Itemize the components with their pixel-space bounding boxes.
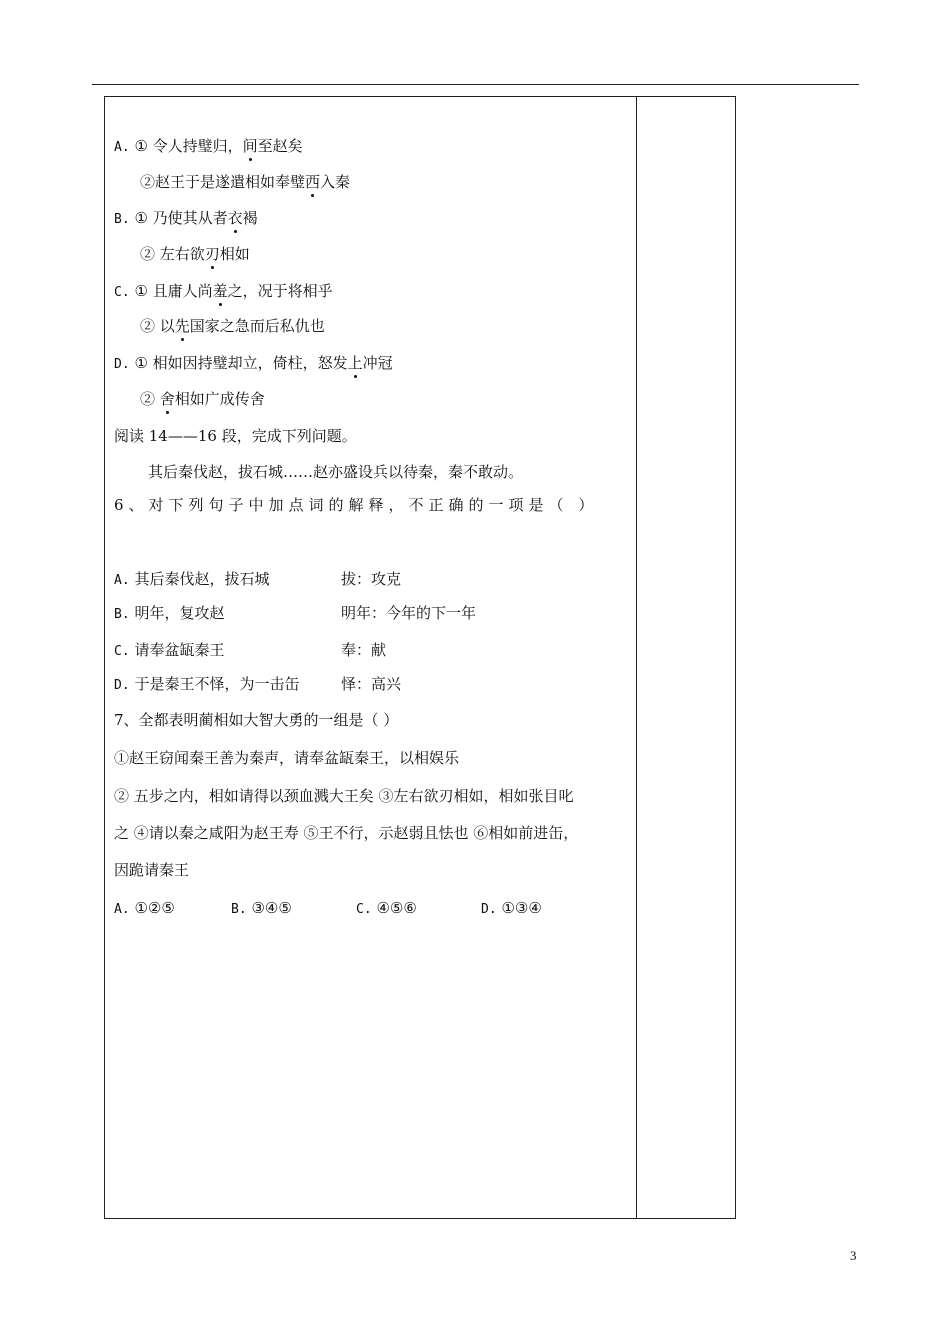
header-rule <box>92 84 859 85</box>
q5-option-a-1: A. ① 令人持璧归，间至赵矣 <box>114 137 303 155</box>
q7-option-b: B. ③④⑤ <box>231 899 292 917</box>
q5-option-d-2: ② 舍相如广成传舍 <box>140 390 265 408</box>
q7-stem: 7、全都表明蔺相如大智大勇的一组是（ ） <box>114 711 399 729</box>
emphasis-dot-char: 羞 <box>212 282 228 300</box>
q7-option-c: C. ④⑤⑥ <box>356 899 417 917</box>
q6-stem: 6、对下列句子中加点词的解释，不正确的一项是（ ） <box>114 496 599 514</box>
q6-option-c: C. 请奉盆缻秦王 <box>114 641 225 659</box>
q5-option-b-1: B. ① 乃使其从者衣褐 <box>114 209 258 227</box>
q5-option-d-1: D. ① 相如因持璧却立，倚柱，怒发上冲冠 <box>114 354 393 372</box>
q7-statement-line-2: ② 五步之内，相如请得以颈血溅大王矣 ③左右欲刃相如，相如张目叱 <box>114 787 574 805</box>
emphasis-dot-char: 舍 <box>159 390 175 408</box>
q7-option-d: D. ①③④ <box>481 899 542 917</box>
q6-option-a: A. 其后秦伐赵，拔石城 <box>114 570 270 588</box>
emphasis-dot-char: 先 <box>174 317 190 335</box>
q7-option-a: A. ①②⑤ <box>114 899 175 917</box>
q5-option-b-2: ② 左右欲刃相如 <box>140 245 250 263</box>
q6-option-d: D. 于是秦王不怿，为一击缶 <box>114 675 300 693</box>
q6-option-d-gloss: 怿：高兴 <box>341 675 402 693</box>
q7-statement-line-4: 因跪请秦王 <box>114 861 190 879</box>
table-column-divider <box>636 96 637 1219</box>
emphasis-dot-char: 西 <box>305 173 321 191</box>
reading-intro: 阅读 14——16 段，完成下列问题。 <box>114 427 357 445</box>
q6-option-b: B. 明年，复攻赵 <box>114 604 225 622</box>
emphasis-dot-char: 刃 <box>204 245 220 263</box>
q7-statement-line-3: 之 ④请以秦之咸阳为赵王寿 ⑤王不行，示赵弱且怯也 ⑥相如前进缶， <box>114 824 579 842</box>
q6-option-c-gloss: 奉：献 <box>341 641 387 659</box>
q6-option-b-gloss: 明年：今年的下一年 <box>341 604 477 622</box>
emphasis-dot-char: 上 <box>347 354 363 372</box>
page-number: 3 <box>850 1248 857 1263</box>
q7-statement-line-1: ①赵王窃闻秦王善为秦声，请奉盆缻秦王，以相娱乐 <box>114 749 460 767</box>
q5-option-a-2: ②赵王于是遂遣相如奉璧西入秦 <box>140 173 351 191</box>
q6-option-a-gloss: 拔：攻克 <box>341 570 402 588</box>
emphasis-dot-char: 衣 <box>227 209 243 227</box>
q5-option-c-1: C. ① 且庸人尚羞之，况于将相乎 <box>114 282 333 300</box>
reading-excerpt: 其后秦伐赵，拔石城……赵亦盛设兵以待秦，秦不敢动。 <box>148 463 524 481</box>
emphasis-dot-char: 间 <box>242 137 258 155</box>
q5-option-c-2: ② 以先国家之急而后私仇也 <box>140 317 325 335</box>
